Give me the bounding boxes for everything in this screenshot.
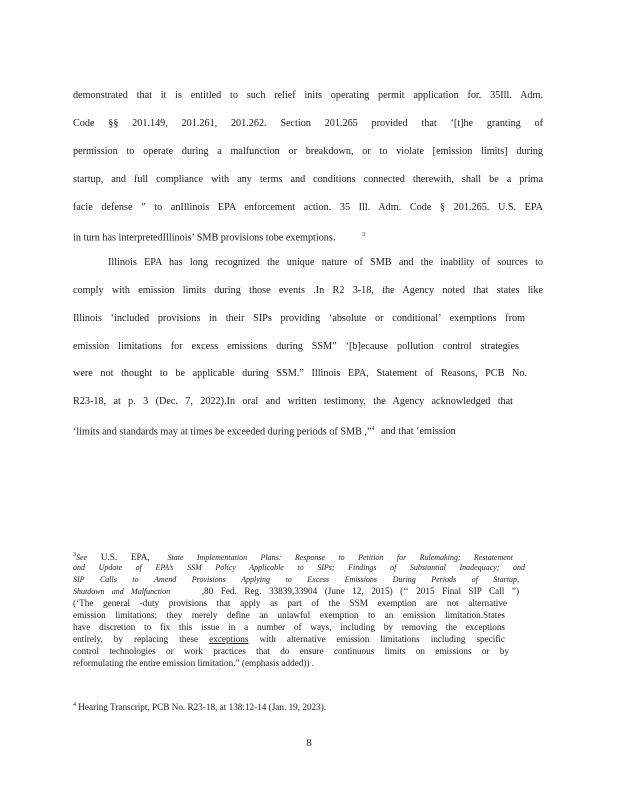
body-line-13-text: ‘limits and standards may at times be exceeded during periods of SMB ,” <box>73 426 372 438</box>
footnote-3-line-4 <box>73 586 519 598</box>
footnote-3-line-6: emission limitations; they merely define an unlawful exemption to an emission limitation.States <box>73 610 505 620</box>
footnote-ref-3: 3 <box>361 232 365 238</box>
body-line-1: demonstrated that it is entitled to such relief inits operating permit application for. 35Ill. Adm. <box>73 90 543 101</box>
footnote-3-citation: ,80 Fed. Reg. 33839,33904 (June 12, 2015) (‘‘ 2015 Final SIP Call ”) <box>201 586 519 596</box>
footnote-3-title-1: State Implementation Plans: Response to Petition for Rulemaking; Restatement <box>167 553 513 563</box>
footnote-4-mark: 4 <box>73 702 76 708</box>
body-line-8: comply with emission limits during those events .In R2 3-18, the Agency noted that states like <box>73 285 543 296</box>
footnote-3-line-5: (‘The general -duty provisions that apply as part of the SSM exemption are not alternative <box>73 598 507 608</box>
footnote-3-line-8-b: with alternative emission limitations including specific <box>259 634 505 644</box>
footnote-3-title-3: SIP Calls to Amend Provisions Applying to Excess Emissions During Periods of Startup, <box>73 575 519 584</box>
footnote-4-text: Hearing Transcript, PCB No. R23-18, at 138:12-14 (Jan. 19, 2023). <box>78 702 327 713</box>
footnote-3-mark: 3 <box>73 552 76 558</box>
body-line-6-text: in turn has interpretedIllinois’ SMB provisions tobe exemptions. <box>73 232 336 244</box>
footnote-ref-4: 4 <box>371 426 375 432</box>
footnote-3-title-2: and Update of EPA’s SSM Policy Applicable to SIPs; Findings of Substantial Inadequacy; and <box>73 563 525 572</box>
body-line-6 <box>73 229 543 244</box>
footnote-3-line-8-a: entirely, by replacing these <box>73 634 199 644</box>
body-line-13 <box>73 423 543 438</box>
footnote-3-line-9: control technologies or work practices that do ensure continuous limits on emissions or by <box>73 646 509 656</box>
body-line-10: emission limitations for excess emissions during SSM” ‘[b]ecause pollution control strategies <box>73 341 519 352</box>
body-line-7: Illinois EPA has long recognized the unique nature of SMB and the inability of sources to <box>108 257 543 268</box>
footnote-3-line-10: reformulating the entire emission limitation.” (emphasis added)) . <box>73 658 315 668</box>
body-line-2: Code §§ 201.149, 201.261, 201.262. Section 201.265 provided that ‘[t]he granting of <box>73 118 543 129</box>
footnote-3-emphasis: exceptions <box>209 634 249 644</box>
footnote-3-agency: U.S. EPA, <box>100 552 150 563</box>
page-number: 8 <box>306 737 312 749</box>
body-line-4: startup, and full compliance with any terms and conditions connected therewith, shall be a prima <box>73 174 543 185</box>
body-line-11: were not thought to be applicable during SSM.” Illinois EPA, Statement of Reasons, PCB No. <box>73 368 527 379</box>
footnote-4 <box>73 700 513 714</box>
body-line-3: permission to operate during a malfunction or breakdown, or to violate [emission limits] during <box>73 146 543 157</box>
body-line-12: R23-18, at p. 3 (Dec. 7, 2022).In oral and written testimony, the Agency acknowledged that <box>73 396 513 407</box>
footnote-3-see: See <box>76 553 88 563</box>
body-line-9: Illinois ‘included provisions in their SIPs providing ‘absolute or conditional’ exemptions from <box>73 313 525 324</box>
footnote-3-line-2 <box>73 562 525 574</box>
body-line-13-tail: and that ‘emission <box>381 426 456 438</box>
body-line-5: facie defense ” to anIllinois EPA enforcement action. 35 Ill. Adm. Code § 201.265. U.S. EPA <box>73 202 543 213</box>
footnote-3-title-4: Shutdown and Malfunction <box>73 587 171 596</box>
footnote-3-line-3 <box>73 574 519 586</box>
footnote-3-line-8 <box>73 634 505 646</box>
footnote-3-line-7: have discretion to fix this issue in a number of ways, including by removing the exceptions <box>73 622 505 632</box>
